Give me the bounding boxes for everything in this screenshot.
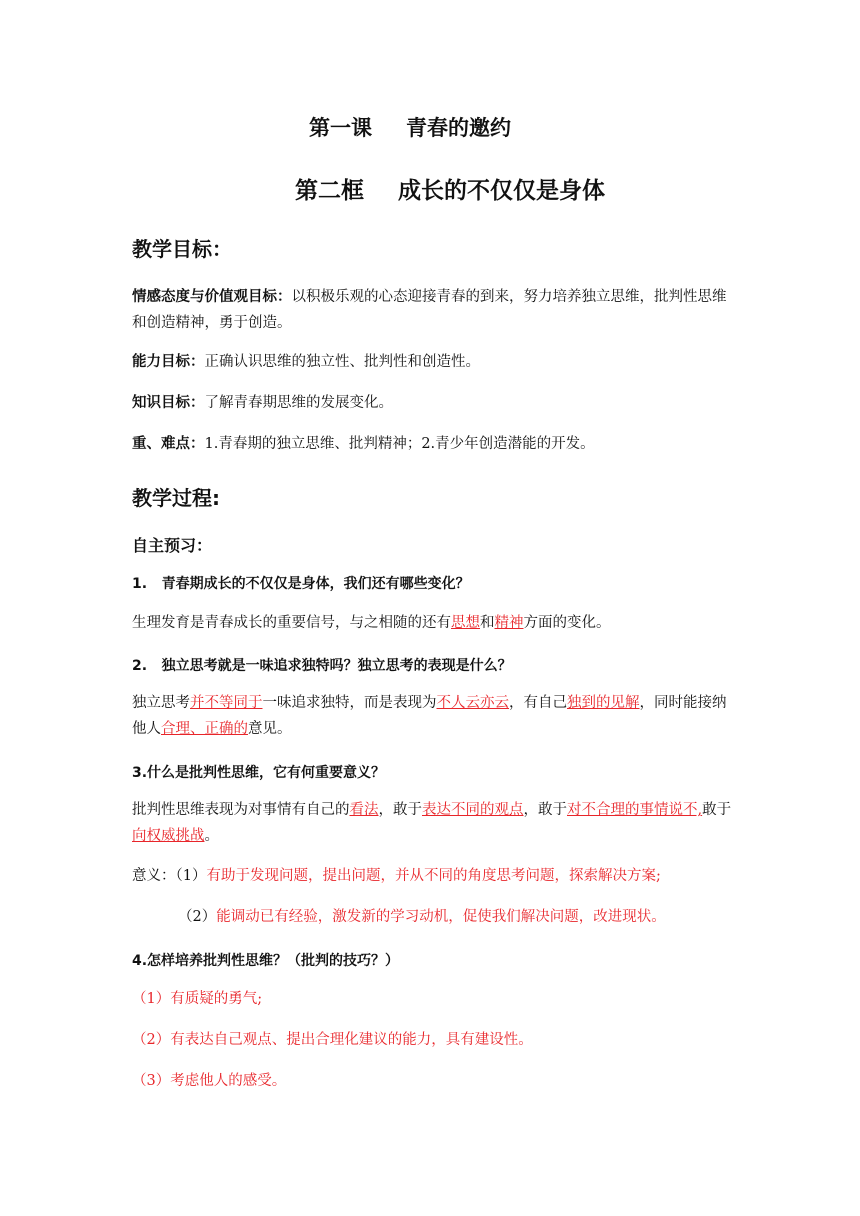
skill-3: （3）考虑他人的感受。 [132, 1073, 287, 1089]
answer-2-text: 一味追求独特，而是表现为 [262, 695, 437, 711]
process-heading: 教学过程: [132, 486, 220, 510]
section-number: 第二框 [295, 178, 364, 204]
answer-3-keyword: 看法 [349, 802, 379, 818]
answer-2-keyword: 合理、正确的 [161, 721, 248, 737]
meaning-2 [178, 904, 738, 930]
goal-ability-label: 能力目标： [132, 354, 205, 370]
key-points-label: 重、难点： [132, 436, 205, 452]
answer-3-text: ，敢于 [523, 802, 567, 818]
key-points [132, 431, 732, 457]
answer-1-text: 和 [480, 615, 495, 631]
question-4: 4.怎样培养批判性思维？（批判的技巧？） [132, 953, 400, 969]
answer-3 [132, 797, 732, 849]
answer-3-text: 。 [204, 828, 219, 844]
skill-1: （1）有质疑的勇气; [132, 991, 263, 1007]
goal-emotion-label: 情感态度与价值观目标： [132, 289, 292, 305]
section-name: 成长的不仅仅是身体 [398, 178, 605, 204]
answer-3-keyword: 对不合理的事情说不, [567, 802, 703, 818]
preview-heading: 自主预习： [132, 536, 213, 555]
meaning-2-label: （2） [178, 909, 217, 925]
answer-1-text: 方面的变化。 [523, 615, 611, 631]
lesson-number: 第一课 [309, 116, 372, 140]
meaning-2-text: 能调动已有经验，激发新的学习动机，促使我们解决问题，改进现状。 [216, 909, 666, 925]
lesson-name: 青春的邀约 [406, 116, 511, 140]
answer-3-text: ，敢于 [378, 802, 422, 818]
answer-2-text: 意见。 [248, 721, 292, 737]
goal-knowledge [132, 390, 732, 416]
answer-1-text: 生理发育是青春成长的重要信号，与之相随的还有 [132, 615, 451, 631]
goal-knowledge-label: 知识目标： [132, 395, 205, 411]
answer-2-keyword: 独到的见解 [567, 695, 640, 711]
answer-3-keyword: 向权威挑战 [132, 828, 205, 844]
question-3: 3.什么是批判性思维，它有何重要意义？ [132, 765, 386, 781]
answer-3-text: 批判性思维表现为对事情有自己的 [132, 802, 350, 818]
meaning-1-text: 有助于发现问题，提出问题，并从不同的角度思考问题，探索解决方案; [206, 868, 661, 884]
goal-ability-text: 正确认识思维的独立性、批判性和创造性。 [204, 354, 480, 370]
answer-2-text: 独立思考 [132, 695, 190, 711]
answer-2 [132, 690, 732, 742]
answer-3-keyword: 表达不同的观点 [422, 802, 524, 818]
meaning-1 [132, 863, 752, 889]
meaning-label: 意义：（1） [132, 868, 207, 884]
goal-knowledge-text: 了解青春期思维的发展变化。 [204, 395, 393, 411]
answer-2-text: ，有自己 [509, 695, 567, 711]
skill-2: （2）有表达自己观点、提出合理化建议的能力，具有建设性。 [132, 1032, 533, 1048]
goal-emotion [132, 284, 732, 336]
goal-ability [132, 349, 732, 375]
answer-2-keyword: 并不等同于 [190, 695, 263, 711]
key-points-text: 1.青春期的独立思维、批判精神；2.青少年创造潜能的开发。 [204, 436, 595, 452]
answer-1 [132, 610, 732, 636]
question-2: 2. 独立思考就是一味追求独特吗？独立思考的表现是什么？ [132, 658, 512, 674]
lesson-title [0, 112, 840, 142]
answer-1-keyword: 精神 [494, 615, 524, 631]
answer-1-keyword: 思想 [451, 615, 480, 631]
answer-3-text: 敢于 [702, 802, 732, 818]
answer-2-keyword: 不人云亦云 [436, 695, 509, 711]
goals-heading: 教学目标： [132, 237, 232, 261]
answer-2-text: ，同时能接纳他人 [132, 695, 727, 737]
question-1: 1. 青春期成长的不仅仅是身体，我们还有哪些变化？ [132, 576, 470, 592]
section-title [20, 172, 860, 205]
goal-emotion-text: 以积极乐观的心态迎接青春的到来，努力培养独立思维，批判性思维和创造精神，勇于创造。 [132, 289, 727, 331]
